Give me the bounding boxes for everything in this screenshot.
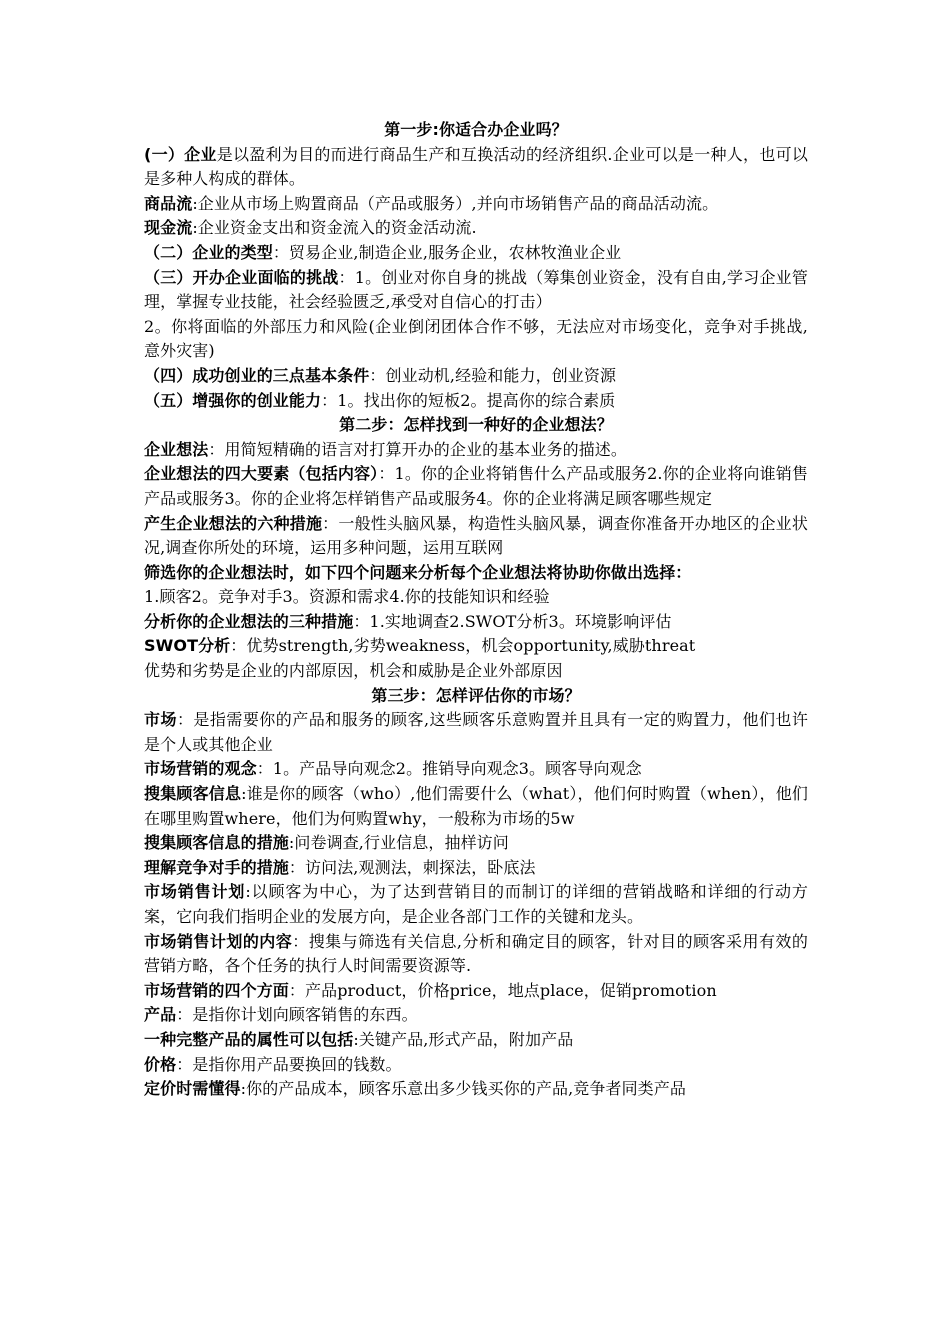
paragraph-customer-info: 搜集顾客信息:谁是你的顾客（who）,他们需要什么（what），他们何时购置（when），他们在哪里购置where，他们为何购置why，一般称为市场的5w <box>144 784 809 828</box>
paragraph-startup-challenges: （三）开办企业面临的挑战：1。创业对你自身的挑战（筹集创业资金，没有自由,学习企业管理，掌握专业技能，社会经验匮乏,承受对自信心的打击） <box>144 267 808 312</box>
paragraph-external-pressure: 2。你将面临的外部压力和风险(企业倒闭团体合作不够，无法应对市场变化，竞争对手挑战,意外灾害) <box>144 316 808 361</box>
paragraph-marketing-concepts: 市场营销的观念：1。产品导向观念2。推销导向观念3。顾客导向观念 <box>144 759 642 779</box>
step3-heading: 第三步：怎样评估你的市场？ <box>371 685 581 705</box>
paragraph-business-idea: 企业想法：用简短精确的语言对打算开办的企业的基本业务的描述。 <box>144 439 628 459</box>
paragraph-four-questions: 1.顾客2。竞争对手3。资源和需求4.你的技能知识和经验 <box>144 587 550 607</box>
paragraph-cash-flow: 现金流:企业资金支出和资金流入的资金活动流. <box>144 218 477 238</box>
paragraph-price: 价格：是指你用产品要换回的钱数。 <box>144 1054 402 1074</box>
paragraph-success-conditions: （四）成功创业的三点基本条件：创业动机,经验和能力，创业资源 <box>144 365 617 385</box>
paragraph-idea-methods: 产生企业想法的六种措施：一般性头脑风暴，构造性头脑风暴，调查你准备开办地区的企业状况,调查你所处的环境，运用多种问题，运用互联网 <box>144 513 808 558</box>
step1-heading: 第一步:你适合办企业吗？ <box>384 120 568 139</box>
paragraph-swot-factors: 优势和劣势是企业的内部原因，机会和威胁是企业外部原因 <box>144 661 563 681</box>
paragraph-goods-flow: 商品流:企业从市场上购置商品（产品或服务）,并向市场销售产品的商品活动流。 <box>144 193 719 213</box>
paragraph-sales-plan: 市场销售计划:以顾客为中心，为了达到营销目的而制订的详细的营销战略和详细的行动方案，它向我们指明企业的发展方向，是企业各部门工作的关键和龙头。 <box>144 882 808 926</box>
paragraph-pricing-knowledge: 定价时需懂得:你的产品成本，顾客乐意出多少钱买你的产品,竞争者同类产品 <box>144 1079 686 1099</box>
paragraph-swot: SWOT分析：优势strength,劣势weakness，机会opportunity,威胁threat <box>144 636 696 656</box>
paragraph-marketing-4p: 市场营销的四个方面：产品product，价格price，地点place，促销promotion <box>144 980 717 1000</box>
step2-heading: 第二步：怎样找到一种好的企业想法？ <box>339 415 613 435</box>
paragraph-screening-ideas: 筛选你的企业想法时，如下四个问题来分析每个企业想法将协助你做出选择： <box>144 562 692 582</box>
paragraph-sales-plan-content: 市场销售计划的内容：搜集与筛选有关信息,分析和确定目的顾客，针对目的顾客采用有效的营销方略，各个任务的执行人时间需要资源等. <box>144 931 808 976</box>
paragraph-improve-ability: （五）增强你的创业能力：1。找出你的短板2。提高你的综合素质 <box>144 390 616 410</box>
paragraph-enterprise-types: （二）企业的类型：贸易企业,制造企业,服务企业，农林牧渔业企业 <box>144 242 622 262</box>
paragraph-product-attributes: 一种完整产品的属性可以包括:关键产品,形式产品，附加产品 <box>144 1029 574 1049</box>
paragraph-market: 市场：是指需要你的产品和服务的顾客,这些顾客乐意购置并且具有一定的购置力，他们也许是个人或其他企业 <box>144 710 808 754</box>
paragraph-customer-info-methods: 搜集顾客信息的措施:问卷调查,行业信息，抽样访问 <box>144 833 509 853</box>
document-body <box>144 118 808 1102</box>
paragraph-product: 产品：是指你计划向顾客销售的东西。 <box>144 1005 418 1025</box>
paragraph-analysis-methods: 分析你的企业想法的三种措施：1.实地调查2.SWOT分析3。环境影响评估 <box>144 611 672 631</box>
paragraph-competitor-methods: 理解竞争对手的措施：访问法,观测法，刺探法，卧底法 <box>144 857 536 877</box>
paragraph-idea-elements: 企业想法的四大要素（包括内容）：1。你的企业将销售什么产品或服务2.你的企业将向谁销售产品或服务3。你的企业将怎样销售产品或服务4。你的企业将满足顾客哪些规定 <box>144 464 808 508</box>
paragraph-enterprise-definition: (一）企业是以盈利为目的而进行商品生产和互换活动的经济组织.企业可以是一种人，也可以是多种人构成的群体。 <box>144 144 808 189</box>
